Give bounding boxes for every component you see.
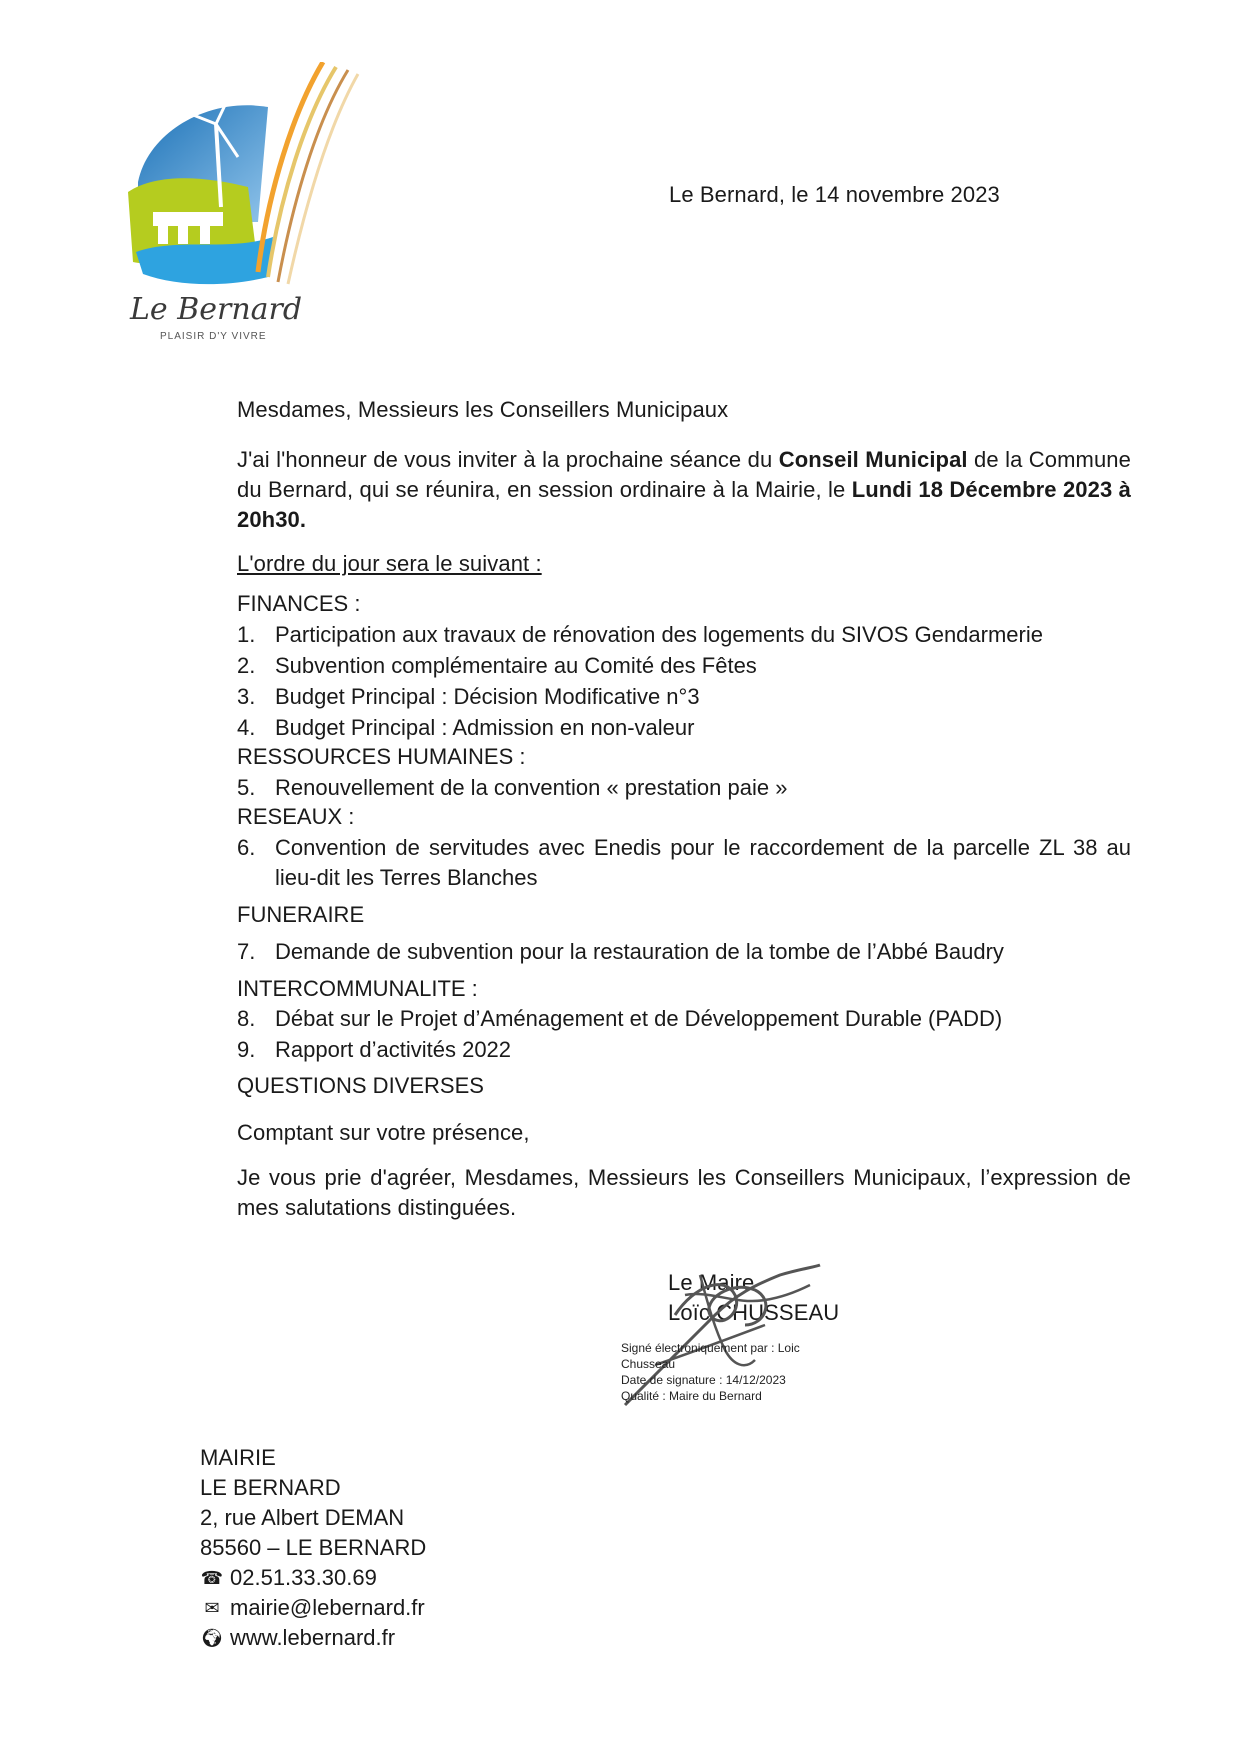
intro-part2: de la Commune du Bernard, qui se réunira, en session ordinaire à la Mairie, le	[237, 447, 1131, 502]
section-rh-title: RESSOURCES HUMAINES :	[237, 744, 526, 769]
agenda-title: L'ordre du jour sera le suivant :	[237, 551, 542, 576]
address-mairie: MAIRIE	[200, 1445, 276, 1470]
item-text: Participation aux travaux de rénovation des logements du SIVOS Gendarmerie	[275, 622, 1043, 647]
item-text: Débat sur le Projet d’Aménagement et de Développement Durable (PADD)	[275, 1006, 1003, 1031]
section-finances-title: FINANCES :	[237, 591, 361, 616]
item-number: 9.	[237, 1037, 256, 1062]
agenda-item-1	[237, 620, 1137, 650]
item-number: 5.	[237, 775, 256, 800]
address-town: LE BERNARD	[200, 1475, 341, 1500]
address-postcode: 85560 – LE BERNARD	[200, 1535, 427, 1560]
section-questions-title: QUESTIONS DIVERSES	[237, 1073, 484, 1098]
web-line	[200, 1623, 426, 1653]
globe-icon: 🌍︎	[200, 1628, 224, 1648]
item-number: 8.	[237, 1006, 256, 1031]
envelope-icon: ✉	[204, 1598, 220, 1618]
item-number: 7.	[237, 939, 256, 964]
agenda-item-8	[237, 1004, 1137, 1034]
esignature-info	[621, 1340, 800, 1404]
item-text: Convention de servitudes avec Enedis pour le raccordement de la parcelle ZL 38 au	[275, 835, 1131, 860]
agenda-item-4	[237, 713, 1137, 743]
phone-line	[200, 1563, 426, 1593]
item-text: Budget Principal : Décision Modificative n°3	[275, 684, 700, 709]
intro-date: Lundi 18 Décembre 2023 à 20h30.	[237, 477, 1131, 532]
logo-name: Le Bernard	[130, 292, 303, 327]
closing-formula: Je vous prie d'agréer, Mesdames, Messieurs les Conseillers Municipaux, l’expression de mes salutations distinguées.	[237, 1165, 1131, 1220]
agenda-item-6	[237, 833, 1137, 893]
esig-signer: Chusseau	[621, 1357, 676, 1371]
email-line	[200, 1593, 426, 1623]
agenda-item-9	[237, 1035, 1137, 1065]
item-text: Budget Principal : Admission en non-valeur	[275, 715, 695, 740]
item-number: 6.	[237, 835, 256, 860]
item-number: 1.	[237, 622, 256, 647]
closing-line: Comptant sur votre présence,	[237, 1120, 530, 1145]
section-funeraire-title: FUNERAIRE	[237, 902, 365, 927]
esig-quality: Qualité : Maire du Bernard	[621, 1389, 762, 1403]
municipal-logo	[118, 62, 378, 342]
salutation: Mesdames, Messieurs les Conseillers Municipaux	[237, 397, 729, 422]
item-text: Rapport d’activités 2022	[275, 1037, 512, 1062]
address-block	[200, 1443, 426, 1653]
logo-graphic	[118, 62, 378, 342]
item-number: 4.	[237, 715, 256, 740]
esig-date: Date de signature : 14/12/2023	[621, 1373, 786, 1387]
section-reseaux-title: RESEAUX :	[237, 804, 355, 829]
item-text: Renouvellement de la convention « prestation paie »	[275, 775, 788, 800]
intro-council: Conseil Municipal	[778, 447, 968, 472]
item-text: Subvention complémentaire au Comité des Fêtes	[275, 653, 757, 678]
logo-tagline: PLAISIR D'Y VIVRE	[160, 331, 267, 342]
phone-number: 02.51.33.30.69	[230, 1565, 377, 1590]
phone-icon: ☎	[200, 1568, 224, 1588]
agenda-item-7	[237, 937, 1137, 967]
agenda-item-2	[237, 651, 1137, 681]
mayor-title: Le Maire	[668, 1270, 755, 1295]
address-street: 2, rue Albert DEMAN	[200, 1505, 405, 1530]
intro-paragraph	[237, 445, 1131, 535]
email-address[interactable]: mairie@lebernard.fr	[230, 1595, 425, 1620]
item-text-continued: lieu-dit les Terres Blanches	[275, 865, 538, 890]
section-intercommunalite-title: INTERCOMMUNALITE :	[237, 976, 478, 1001]
agenda-item-5	[237, 773, 1137, 803]
website-address[interactable]: www.lebernard.fr	[230, 1625, 396, 1650]
mayor-name: Loïc CHUSSEAU	[668, 1300, 840, 1325]
item-number: 3.	[237, 684, 256, 709]
intro-part1: J'ai l'honneur de vous inviter à la prochaine séance du	[237, 447, 779, 472]
agenda-item-3	[237, 682, 1137, 712]
esig-signed-by: Signé électroniquement par : Loic	[621, 1341, 800, 1355]
item-text: Demande de subvention pour la restauration de la tombe de l’Abbé Baudry	[275, 939, 1004, 964]
date-line: Le Bernard, le 14 novembre 2023	[669, 182, 1000, 207]
item-number: 2.	[237, 653, 256, 678]
